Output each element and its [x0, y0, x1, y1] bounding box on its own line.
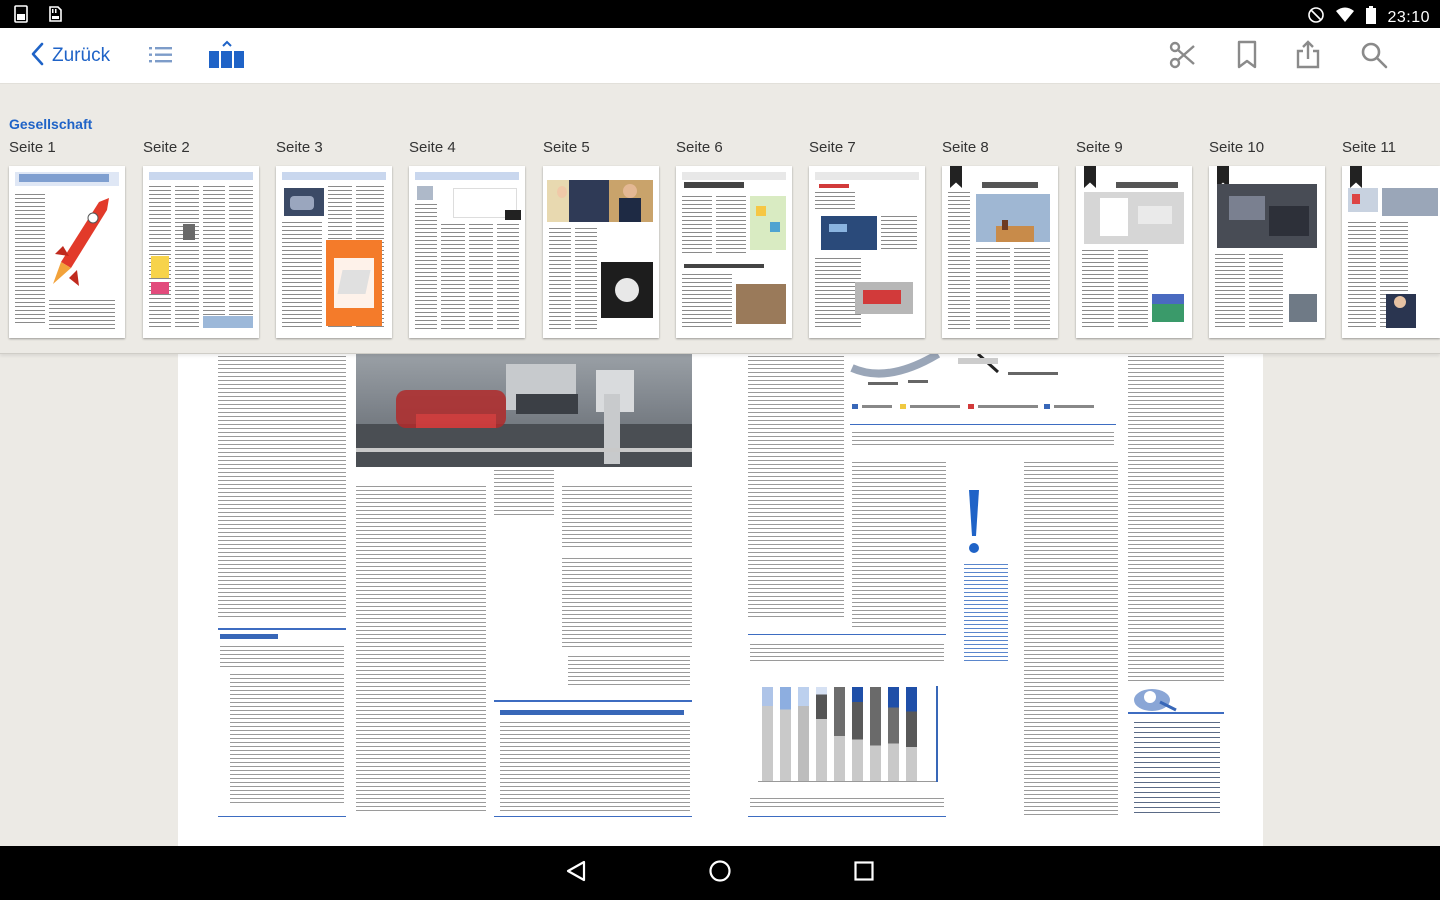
page-thumbnail[interactable] — [543, 166, 659, 338]
text-column — [500, 722, 690, 812]
page-label: Seite 4 — [409, 139, 456, 156]
text-column — [750, 798, 944, 810]
bookmark-button[interactable] — [1232, 42, 1262, 72]
system-navigation-bar — [0, 846, 1440, 900]
do-not-disturb-icon — [1307, 6, 1325, 29]
page-overview-button[interactable] — [208, 42, 246, 72]
bookmark-indicator — [1084, 166, 1096, 188]
page-label: Seite 5 — [543, 139, 590, 156]
infographic — [848, 354, 1118, 418]
share-icon — [1295, 40, 1321, 75]
scissors-icon — [1169, 41, 1197, 74]
square-recents-icon — [852, 859, 876, 888]
text-column — [220, 646, 344, 670]
page-label: Seite 9 — [1076, 139, 1123, 156]
text-column — [494, 470, 554, 516]
page-label: Seite 11 — [1342, 139, 1396, 156]
sd-card-notification-icon — [46, 5, 64, 28]
newspaper-spread[interactable] — [178, 354, 1263, 846]
page-thumbnail[interactable] — [9, 166, 125, 338]
page-thumbnail[interactable] — [409, 166, 525, 338]
divider — [748, 634, 946, 635]
text-column — [356, 486, 486, 814]
back-button[interactable] — [30, 42, 110, 70]
top-toolbar — [0, 28, 1440, 84]
divider — [1128, 712, 1224, 714]
triangle-back-icon — [564, 859, 588, 888]
clock: 23:10 — [1387, 8, 1430, 26]
page-thumbnail[interactable] — [143, 166, 259, 338]
home-nav-button[interactable] — [707, 860, 733, 886]
search-icon — [1360, 41, 1388, 74]
page-thumbnail[interactable] — [1342, 166, 1440, 338]
page-label: Seite 2 — [143, 139, 190, 156]
text-column — [568, 656, 690, 686]
highway-photo — [356, 354, 692, 467]
page-thumbnail[interactable] — [676, 166, 792, 338]
text-column — [852, 432, 1114, 446]
page-label: Seite 3 — [276, 139, 323, 156]
bar-chart — [758, 686, 938, 782]
page-label: Seite 6 — [676, 139, 723, 156]
page-thumbnail[interactable] — [1076, 166, 1192, 338]
battery-icon — [1365, 5, 1377, 30]
screenshot-notification-icon — [12, 5, 30, 28]
page-thumbnail[interactable] — [276, 166, 392, 338]
divider — [748, 816, 946, 817]
back-nav-button[interactable] — [563, 860, 589, 886]
text-column — [562, 558, 692, 650]
subheadline — [220, 634, 278, 639]
list-view-button[interactable] — [146, 42, 176, 72]
back-label: Zurück — [52, 45, 111, 66]
search-button[interactable] — [1359, 42, 1389, 72]
text-column — [1128, 356, 1224, 682]
divider — [218, 816, 346, 817]
circle-home-icon — [708, 859, 732, 888]
text-column — [230, 674, 344, 804]
page-thumbnail-strip — [0, 84, 1440, 354]
divider — [218, 628, 346, 630]
page-thumbnail[interactable] — [942, 166, 1058, 338]
clip-article-button[interactable] — [1168, 42, 1198, 72]
share-button[interactable] — [1293, 42, 1323, 72]
page-thumbnail[interactable] — [1209, 166, 1325, 338]
status-bar — [0, 0, 1440, 28]
text-column — [218, 356, 346, 618]
section-label: Gesellschaft — [9, 116, 93, 132]
text-column — [1134, 722, 1220, 814]
text-column — [1024, 462, 1118, 818]
text-column — [748, 356, 844, 618]
text-column — [750, 644, 944, 664]
text-column — [562, 486, 692, 548]
page-label: Seite 8 — [942, 139, 989, 156]
page-label: Seite 10 — [1209, 139, 1265, 156]
chevron-left-icon — [30, 42, 44, 71]
exclamation-icon — [964, 488, 984, 558]
text-column — [852, 462, 946, 630]
page-label: Seite 7 — [809, 139, 856, 156]
divider — [850, 424, 1116, 425]
text-column — [964, 564, 1008, 664]
list-icon — [148, 44, 174, 71]
bookmark-indicator — [950, 166, 962, 188]
divider — [494, 816, 692, 817]
page-thumbnail[interactable] — [809, 166, 925, 338]
bookmark-indicator — [1350, 166, 1362, 188]
bookmark-icon — [1236, 40, 1258, 75]
page-label: Seite 1 — [9, 139, 56, 156]
wifi-icon — [1335, 6, 1355, 29]
divider — [494, 700, 692, 702]
pages-overview-icon — [208, 40, 246, 75]
subheadline — [500, 710, 684, 715]
author-badge-icon — [1130, 684, 1180, 714]
recents-nav-button[interactable] — [851, 860, 877, 886]
